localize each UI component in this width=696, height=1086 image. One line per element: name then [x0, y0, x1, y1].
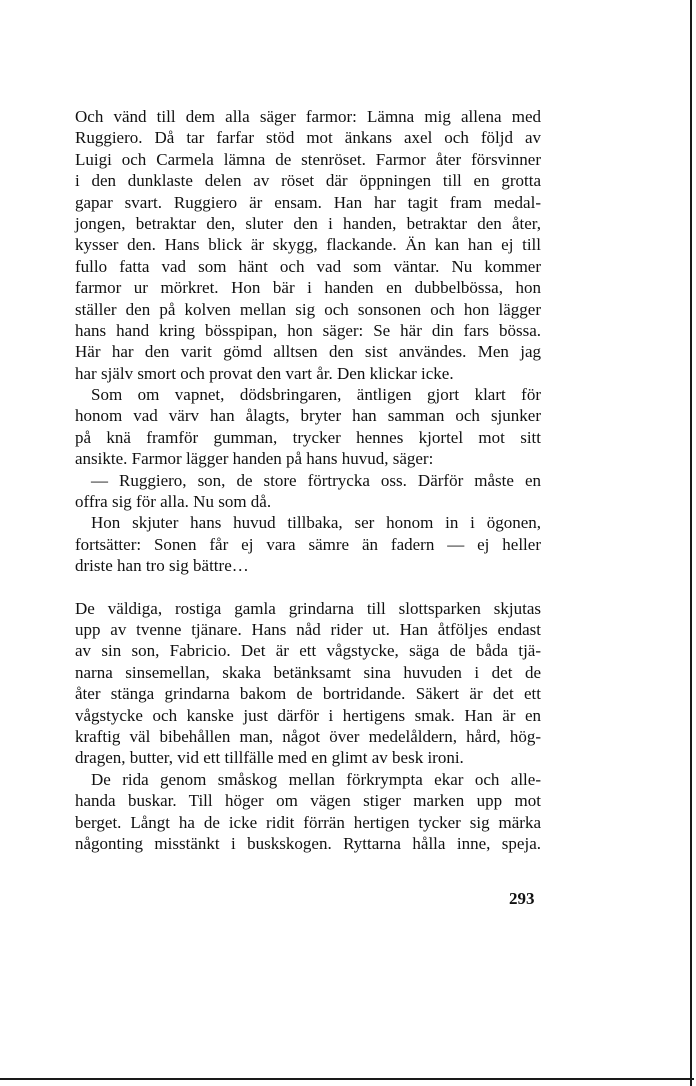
- text-line: berget. Långt ha de icke ridit förrän hertigen tycker sig märka: [75, 812, 541, 832]
- text-line: ställer den på kolven mellan sig och sonsonen och hon lägger: [75, 299, 541, 319]
- text-line: kraftig väl bibehållen man, något över medelåldern, hård, hög-: [75, 726, 541, 746]
- page-number: 293: [509, 889, 535, 908]
- text-line: upp av tvenne tjänare. Hans nåd rider ut. Han åtföljes endast: [75, 619, 541, 639]
- text-line: — Ruggiero, son, de store förtrycka oss. Därför måste en: [91, 470, 541, 490]
- page-edge-right: [690, 0, 692, 1086]
- text-line: farmor ur mörkret. Hon bär i handen en dubbelbössa, hon: [75, 278, 541, 298]
- text-line: De väldiga, rostiga gamla grindarna till slottsparken skjutas: [75, 598, 541, 618]
- paragraph-2: [75, 384, 541, 470]
- paragraph-6: [75, 769, 541, 855]
- text-line: Som om vapnet, dödsbringaren, äntligen gjort klart för: [91, 385, 541, 405]
- text-line: jongen, betraktar den, sluter den i handen, betraktar den åter,: [75, 213, 541, 233]
- text-line: har själv smort och provat den vart år. Den klickar icke.: [75, 363, 454, 383]
- text-line: narna sinsemellan, skaka betänksamt sina huvuden i det de: [75, 662, 541, 682]
- text-line: Här har den varit gömd alltsen den sist användes. Men jag: [75, 342, 541, 362]
- paragraph-5: [75, 598, 541, 769]
- text-line: honom vad värv han ålagts, bryter han samman och sjunker: [75, 406, 541, 426]
- text-line: dragen, butter, vid ett tillfälle med en glimt av besk ironi.: [75, 748, 464, 768]
- body-text: [75, 106, 541, 854]
- text-line: De rida genom småskog mellan förkrympta ekar och alle-: [91, 769, 541, 789]
- text-line: gapar svart. Ruggiero är ensam. Han har tagit fram medal-: [75, 192, 541, 212]
- text-line: hans hand kring bösspipan, hon säger: Se här din fars bössa.: [75, 320, 541, 340]
- text-line: kysser den. Hans blick är skygg, flackande. Än kan han ej till: [75, 235, 541, 255]
- section-break: [75, 577, 541, 598]
- text-line: fullo fatta vad som hänt och vad som väntar. Nu kommer: [75, 256, 541, 276]
- paragraph-1: [75, 106, 541, 384]
- text-line: Ruggiero. Då tar farfar stöd mot änkans axel och följd av: [75, 128, 541, 148]
- text-line: Och vänd till dem alla säger farmor: Lämna mig allena med: [75, 107, 541, 126]
- page-edge-bottom: [0, 1078, 694, 1080]
- text-line: någonting misstänkt i buskskogen. Ryttarna hålla inne, speja.: [75, 833, 541, 853]
- text-line: vågstycke och kanske just därför i hertigens smak. Han är en: [75, 705, 541, 725]
- text-line: Luigi och Carmela lämna de stenröset. Farmor åter försvinner: [75, 149, 541, 169]
- text-line: handa buskar. Till höger om vägen stiger marken upp mot: [75, 791, 541, 811]
- text-line: ansikte. Farmor lägger handen på hans huvud, säger:: [75, 449, 434, 469]
- text-line: på knä framför gumman, trycker hennes kjortel mot sitt: [75, 427, 541, 447]
- text-line: i den dunklaste delen av röset där öppningen till en grotta: [75, 171, 541, 191]
- text-line: av sin son, Fabricio. Det är ett vågstycke, säga de båda tjä-: [75, 641, 541, 661]
- text-line: fortsätter: Sonen får ej vara sämre än fadern — ej heller: [75, 534, 541, 554]
- text-line: åter stänga grindarna bakom de bortridande. Säkert är det ett: [75, 684, 541, 704]
- paragraph-4: [75, 512, 541, 576]
- text-line: offra sig för alla. Nu som då.: [75, 492, 272, 512]
- text-line: driste han tro sig bättre…: [75, 556, 249, 576]
- paragraph-3: [75, 470, 541, 513]
- text-line: Hon skjuter hans huvud tillbaka, ser honom in i ögonen,: [91, 513, 541, 533]
